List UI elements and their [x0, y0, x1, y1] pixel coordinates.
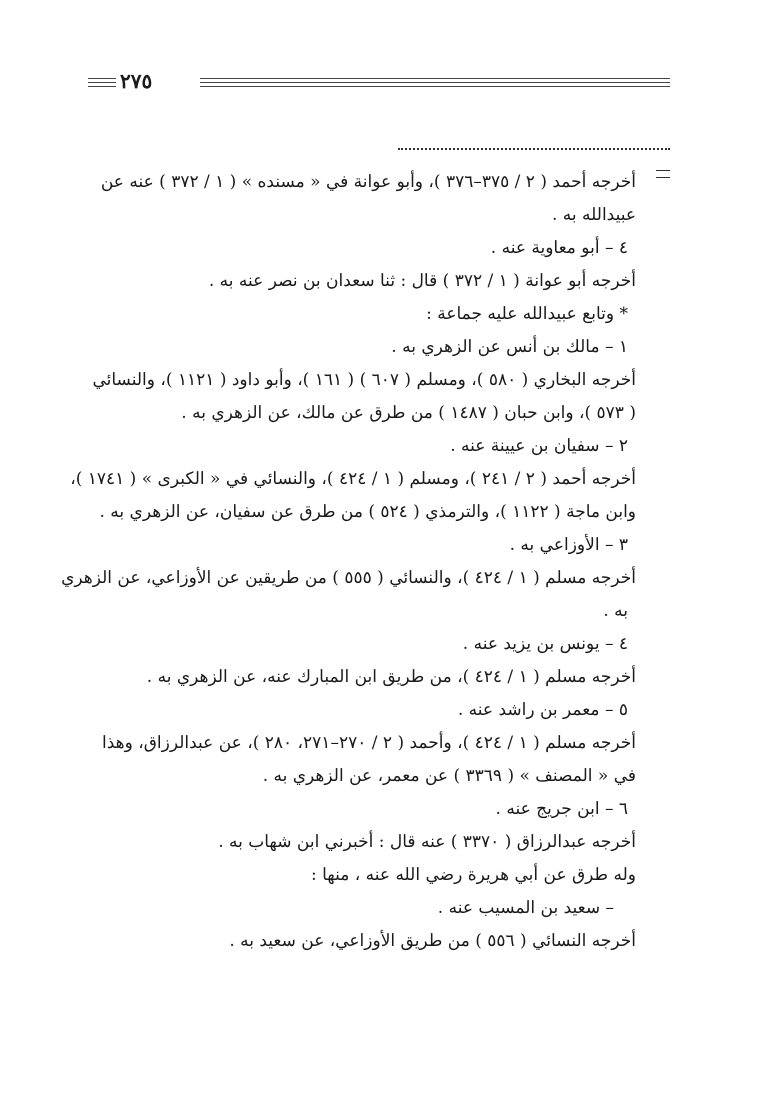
- header-rule: [200, 78, 670, 87]
- text-line: في « المصنف » ( ٣٣٦٩ ) عن معمر، عن الزهري به .: [262, 766, 636, 786]
- continuation-mark: [656, 170, 670, 178]
- text-line: ٤ – أبو معاوية عنه .: [490, 238, 628, 258]
- text-line: ٤ – يونس بن يزيد عنه .: [462, 634, 628, 654]
- text-line: ( ٥٧٣ )، وابن حبان ( ١٤٨٧ ) من طرق عن مالك، عن الزهري به .: [181, 403, 636, 423]
- text-line: أخرجه أحمد ( ٢ / ٣٧٥–٣٧٦ )، وأبو عوانة في « مسنده » ( ١ / ٣٧٢ ) عنه عن: [100, 172, 636, 192]
- header-rule-short: [88, 78, 116, 87]
- page-number: ٢٧٥: [120, 69, 153, 93]
- text-line: به .: [603, 601, 628, 621]
- text-line: أخرجه مسلم ( ١ / ٤٢٤ )، من طريق ابن المبارك عنه، عن الزهري به .: [146, 667, 636, 687]
- text-line: ٦ – ابن جريج عنه .: [495, 799, 628, 819]
- text-line: ٣ – الأوزاعي به .: [509, 535, 628, 555]
- text-line: أخرجه أبو عوانة ( ١ / ٣٧٢ ) قال : ثنا سعدان بن نصر عنه به .: [208, 271, 636, 291]
- text-line: عبيدالله به .: [551, 205, 636, 225]
- text-line: وابن ماجة ( ١١٢٢ )، والترمذي ( ٥٢٤ ) من طرق عن سفيان، عن الزهري به .: [99, 502, 636, 522]
- text-line: ٢ – سفيان بن عيينة عنه .: [450, 436, 628, 456]
- text-line: أخرجه مسلم ( ١ / ٤٢٤ )، وأحمد ( ٢ / ٢٧٠–٢٧١، ٢٨٠ )، عن عبدالرزاق، وهذا: [102, 733, 636, 753]
- text-line: – سعيد بن المسيب عنه .: [437, 898, 614, 918]
- text-line: أخرجه النسائي ( ٥٥٦ ) من طريق الأوزاعي، عن سعيد به .: [229, 931, 636, 951]
- text-line: ١ – مالك بن أنس عن الزهري به .: [391, 337, 628, 357]
- text-line: أخرجه أحمد ( ٢ / ٢٤١ )، ومسلم ( ١ / ٤٢٤ )، والنسائي في « الكبرى » ( ١٧٤١ )،: [70, 469, 636, 489]
- text-line: أخرجه البخاري ( ٥٨٠ )، ومسلم ( ٦٠٧ ) ( ١٦١ )، وأبو داود ( ١١٢١ )، والنسائي: [92, 370, 636, 390]
- text-line: أخرجه عبدالرزاق ( ٣٣٧٠ ) عنه قال : أخبرني ابن شهاب به .: [218, 832, 636, 852]
- page-header: [88, 69, 670, 94]
- footnote-text: [61, 166, 636, 958]
- footnote-separator: [398, 148, 670, 150]
- text-line: * وتابع عبيدالله عليه جماعة :: [426, 304, 628, 324]
- text-line: وله طرق عن أبي هريرة رضي الله عنه ، منها :: [310, 865, 636, 885]
- text-line: ٥ – معمر بن راشد عنه .: [457, 700, 628, 720]
- text-line: أخرجه مسلم ( ١ / ٤٢٤ )، والنسائي ( ٥٥٥ ) من طريقين عن الأوزاعي، عن الزهري: [61, 568, 636, 588]
